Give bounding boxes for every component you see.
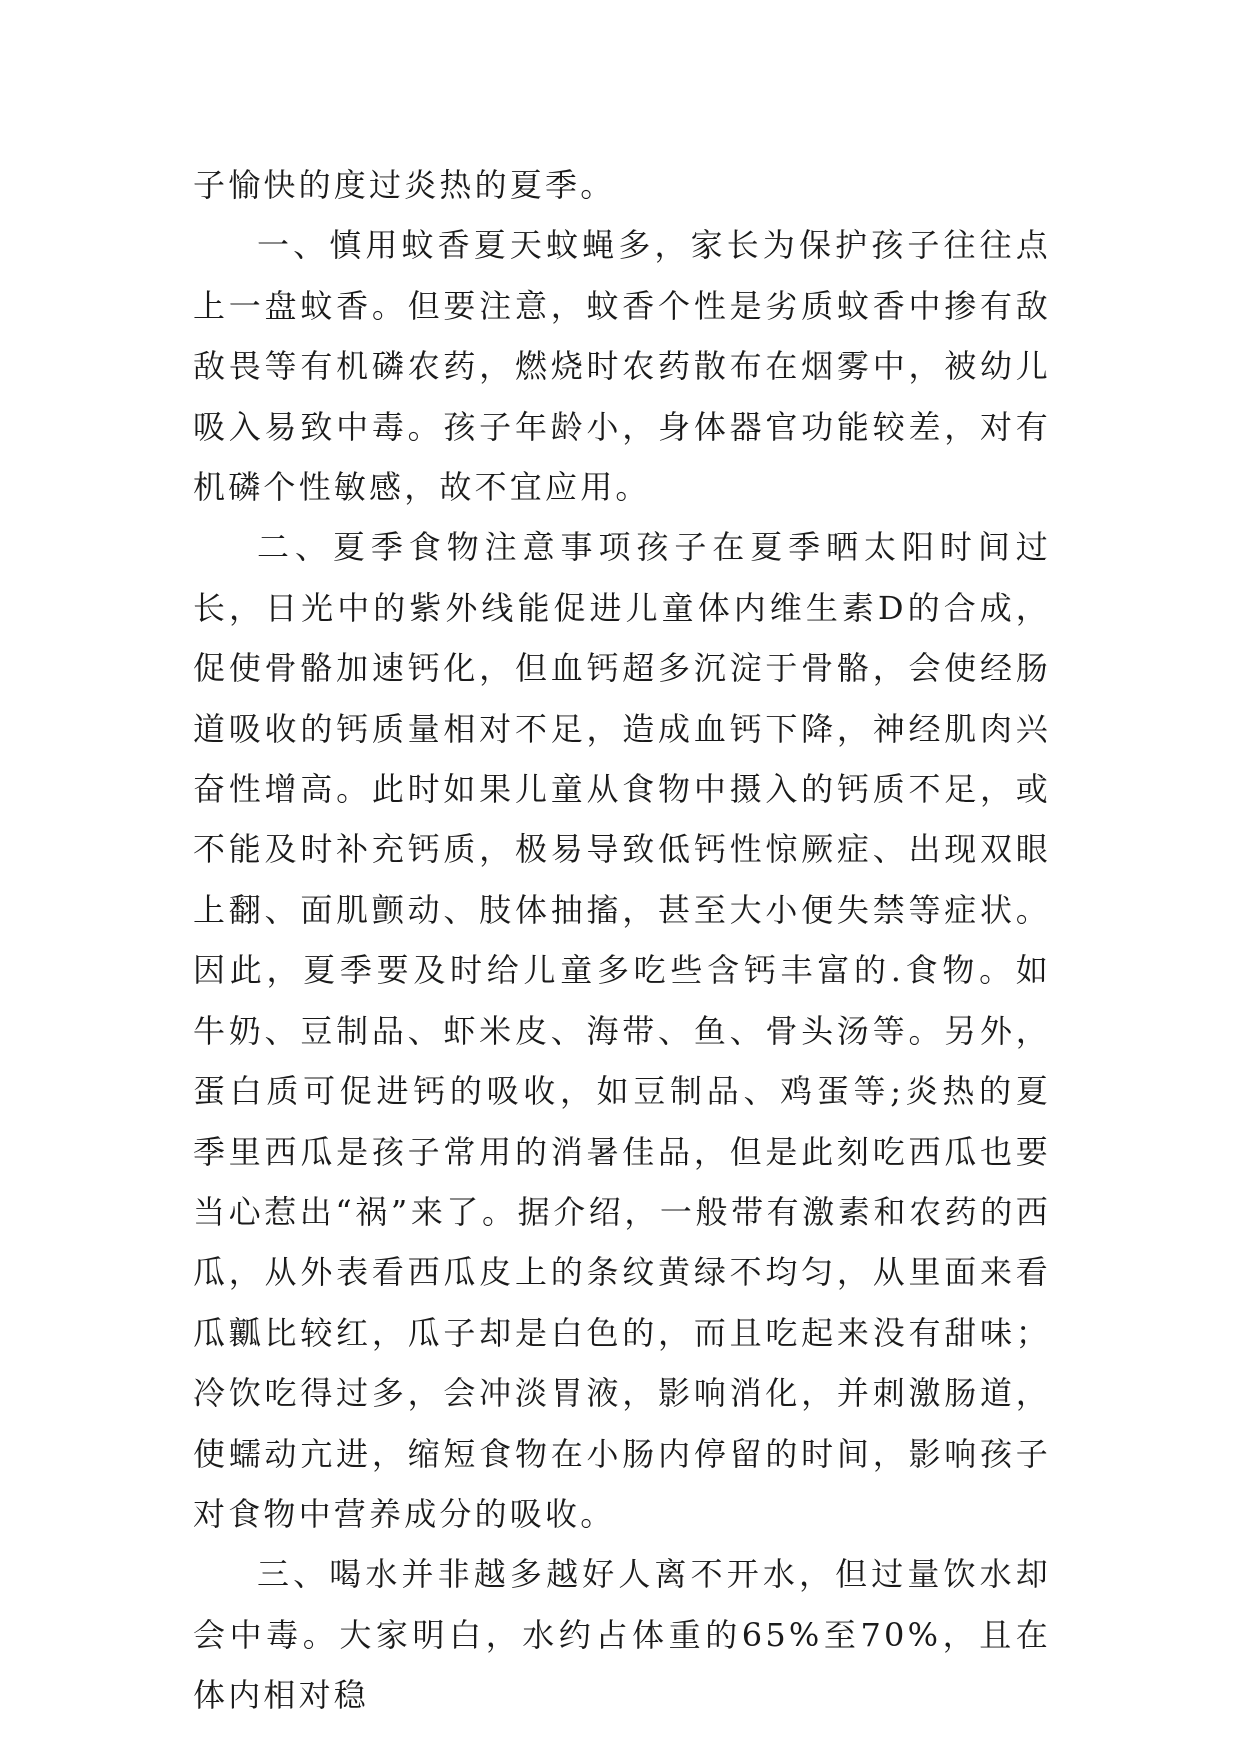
paragraph-mosquito-coil: 一、慎用蚊香夏天蚊蝇多，家长为保护孩子往往点上一盘蚊香。但要注意，蚊香个性是劣质蚊香中掺有敌敌畏等有机磷农药，燃烧时农药散布在烟雾中，被幼儿吸入易致中毒。孩子年龄小，身体器官功能较差，对有机磷个性敏感，故不宜应用。	[193, 226, 1051, 507]
document-body	[193, 155, 1051, 1726]
paragraph-continuation: 子愉快的度过炎热的夏季。	[193, 166, 616, 204]
paragraph-summer-food: 二、夏季食物注意事项孩子在夏季晒太阳时间过长，日光中的紫外线能促进儿童体内维生素D的合成，促使骨骼加速钙化，但血钙超多沉淀于骨骼，会使经肠道吸收的钙质量相对不足，造成血钙下降，神经肌肉兴奋性增高。此时如果儿童从食物中摄入的钙质不足，或不能及时补充钙质，极易导致低钙性惊厥症、出现双眼上翻、面肌颤动、肢体抽搐，甚至大小便失禁等症状。因此，夏季要及时给儿童多吃些含钙丰富的.食物。如牛奶、豆制品、虾米皮、海带、鱼、骨头汤等。另外，蛋白质可促进钙的吸收，如豆制品、鸡蛋等;炎热的夏季里西瓜是孩子常用的消暑佳品，但是此刻吃西瓜也要当心惹出“祸”来了。据介绍，一般带有激素和农药的西瓜，从外表看西瓜皮上的条纹黄绿不均匀，从里面来看瓜瓤比较红，瓜子却是白色的，而且吃起来没有甜味；冷饮吃得过多，会冲淡胃液，影响消化，并刺激肠道，使蠕动亢进，缩短食物在小肠内停留的时间，影响孩子对食物中营养成分的吸收。	[193, 528, 1051, 1533]
paragraph-drinking-water: 三、喝水并非越多越好人离不开水，但过量饮水却会中毒。大家明白，水约占体重的65%至70%，且在体内相对稳	[193, 1555, 1051, 1715]
